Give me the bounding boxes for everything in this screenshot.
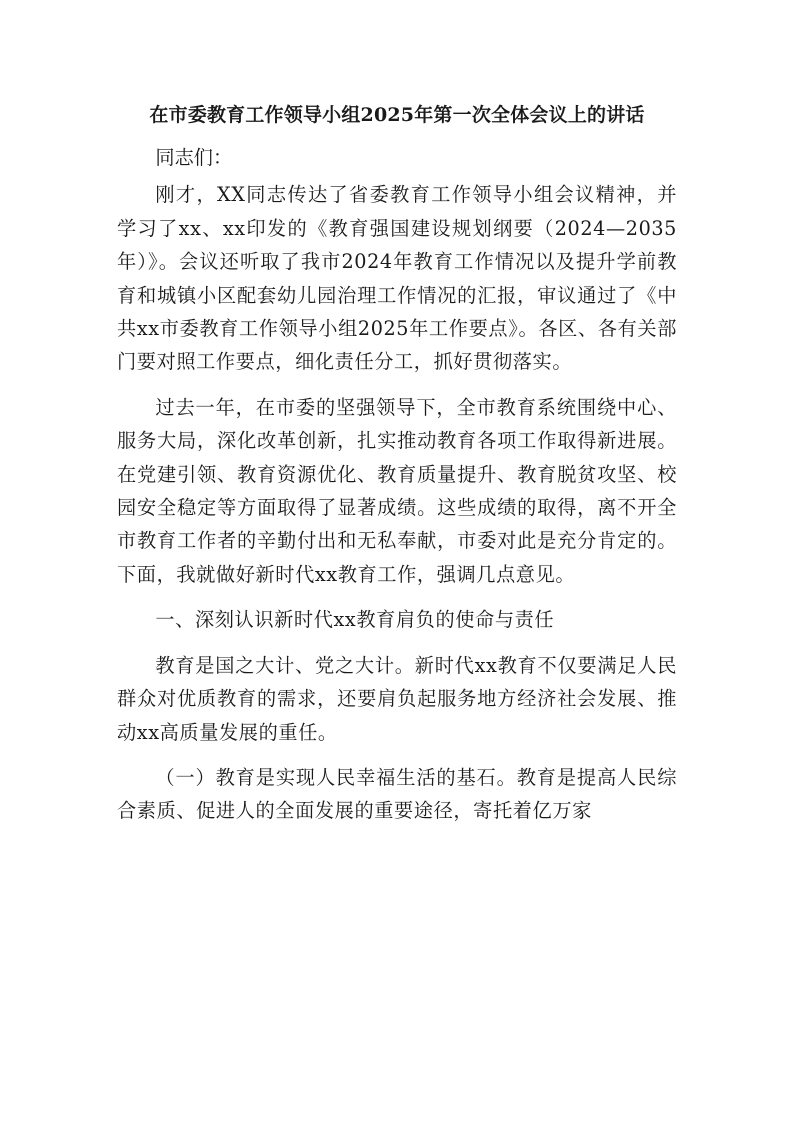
paragraph-opening: 刚才，XX同志传达了省委教育工作领导小组会议精神，并学习了xx、xx印发的《教育强国建设规划纲要（2024—2035年）》。会议还听取了我市2024年教育工作情况以及提升学前教育和城镇小区配套幼儿园治理工作情况的汇报，审议通过了《中共xx市委教育工作领导小组2025年工作要点》。各区、各有关部门要对照工作要点，细化责任分工，抓好贯彻落实。 xyxy=(117,183,677,374)
section-heading: 一、深刻认识新时代xx教育肩负的使命与责任 xyxy=(155,608,555,632)
greeting: 同志们： xyxy=(155,146,233,169)
section-paragraph-intro: 教育是国之大计、党之大计。新时代xx教育不仅要满足人民群众对优质教育的需求，还要肩负起服务地方经济社会发展、推动xx高质量发展的重任。 xyxy=(117,653,677,744)
section-paragraph-subpoint: （一）教育是实现人民幸福生活的基石。教育是提高人民综合素质、促进人的全面发展的重要途径，寄托着亿万家 xyxy=(117,765,677,823)
paragraph-review: 过去一年，在市委的坚强领导下，全市教育系统围绕中心、服务大局，深化改革创新，扎实推动教育各项工作取得新进展。在党建引领、教育资源优化、教育质量提升、教育脱贫攻坚、校园安全稳定等方面取得了显著成绩。这些成绩的取得，离不开全市教育工作者的辛勤付出和无私奉献，市委对此是充分肯定的。下面，我就做好新时代xx教育工作，强调几点意见。 xyxy=(117,395,677,586)
document-title: 在市委教育工作领导小组2025年第一次全体会议上的讲话 xyxy=(149,104,645,126)
document-body xyxy=(117,101,677,828)
